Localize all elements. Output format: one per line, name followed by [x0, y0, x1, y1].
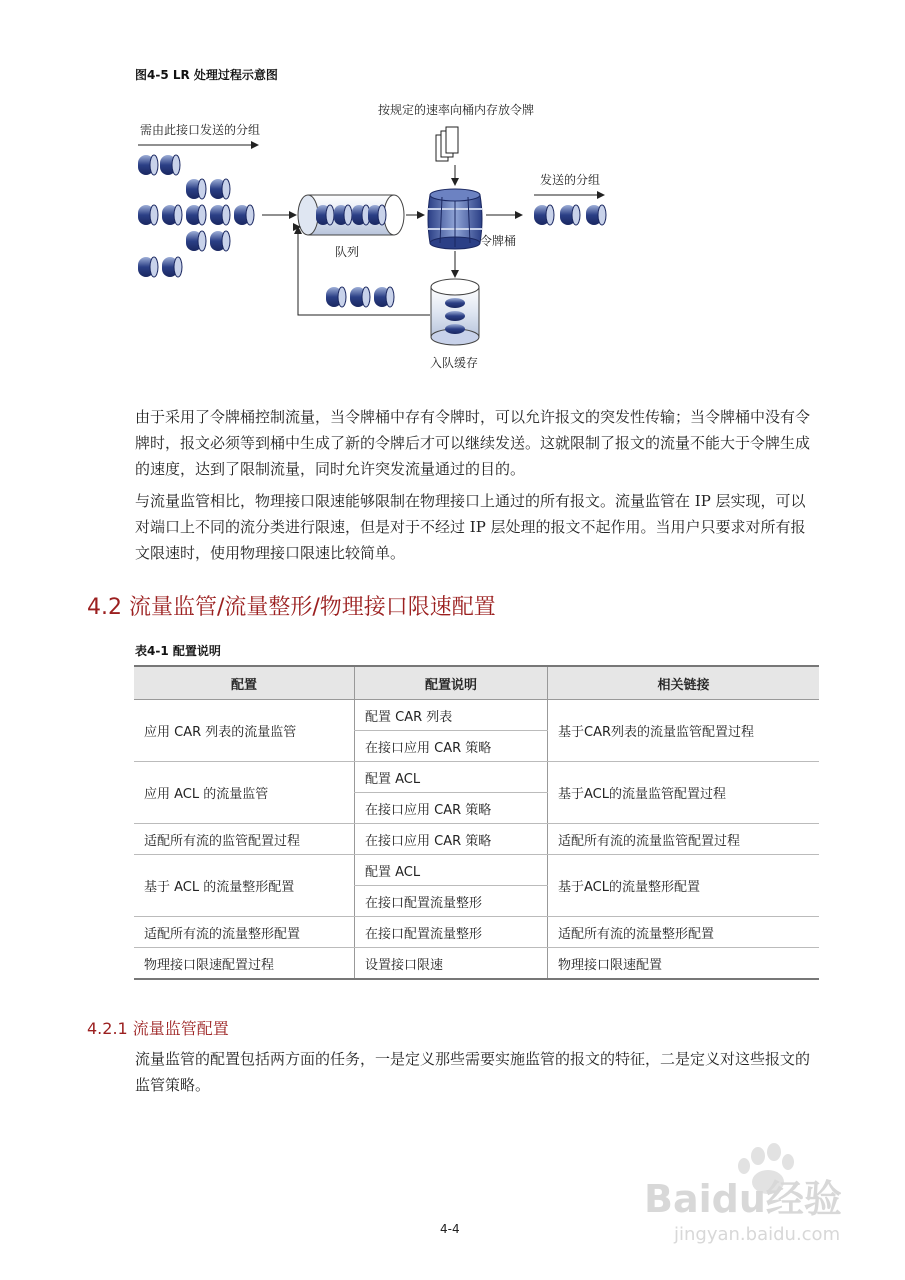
table-row	[134, 917, 819, 948]
desc-cell: 在接口配置流量整形	[355, 886, 548, 917]
token-cards	[436, 127, 458, 161]
watermark-url: jingyan.baidu.com	[674, 1224, 841, 1245]
enqueue-buffer	[431, 279, 479, 345]
link-cell[interactable]: 适配所有流的流量监管配置过程	[548, 824, 820, 855]
queue-tube	[298, 195, 404, 235]
incoming-packets	[138, 155, 254, 277]
watermark-brand: Baidu经验	[644, 1177, 842, 1221]
desc-cell: 在接口应用 CAR 策略	[355, 731, 548, 762]
sent-packets	[534, 205, 606, 225]
col-header-link: 相关链接	[548, 666, 820, 700]
table-row	[134, 700, 819, 731]
table-row	[134, 855, 819, 886]
col-header-config: 配置	[134, 666, 355, 700]
subsection-paragraph: 流量监管的配置包括两方面的任务，一是定义那些需要实施监管的报文的特征，二是定义对这些报文的监管策略。	[135, 1050, 811, 1094]
lr-process-diagram	[130, 95, 630, 385]
config-cell: 应用 CAR 列表的流量监管	[134, 700, 355, 762]
paragraph-token-bucket: 由于采用了令牌桶控制流量，当令牌桶中存有令牌时，可以允许报文的突发性传输；当令牌桶中没有令牌时，报文必须等到桶中生成了新的令牌后才可以继续发送。这就限制了报文的流量不能大于令牌生成的速度，达到了限制流量，同时允许突发流量通过的目的。	[135, 408, 811, 478]
queue-label: 队列	[335, 245, 360, 259]
incoming-label: 需由此接口发送的分组	[140, 123, 261, 137]
table-row	[134, 824, 819, 855]
subsection-title: 4.2.1 流量监管配置	[87, 1019, 229, 1038]
table-row	[134, 948, 819, 980]
figure-caption: 图4-5 LR 处理过程示意图	[135, 68, 278, 82]
desc-cell: 在接口应用 CAR 策略	[355, 793, 548, 824]
sent-label: 发送的分组	[540, 173, 601, 187]
buffer-label: 入队缓存	[430, 356, 479, 370]
desc-cell: 设置接口限速	[355, 948, 548, 980]
config-cell: 适配所有流的流量整形配置	[134, 917, 355, 948]
page-number: 4-4	[440, 1222, 460, 1236]
col-header-desc: 配置说明	[355, 666, 548, 700]
desc-cell: 配置 CAR 列表	[355, 700, 548, 731]
config-cell: 基于 ACL 的流量整形配置	[134, 855, 355, 917]
config-cell: 应用 ACL 的流量监管	[134, 762, 355, 824]
paragraph-interface-rate: 与流量监管相比，物理接口限速能够限制在物理接口上通过的所有报文。流量监管在 IP 层实现，可以对端口上不同的流分类进行限速，但是对于不经过 IP 层处理的报文不起作用。当用户只要求对所有报文限速时，使用物理接口限速比较简单。	[135, 492, 806, 562]
link-cell[interactable]: 适配所有流的流量整形配置	[548, 917, 820, 948]
link-cell[interactable]: 基于CAR列表的流量监管配置过程	[548, 700, 820, 762]
link-cell[interactable]: 物理接口限速配置	[548, 948, 820, 980]
feedback-packets	[326, 287, 394, 307]
section-title: 4.2 流量监管/流量整形/物理接口限速配置	[87, 595, 496, 620]
desc-cell: 配置 ACL	[355, 762, 548, 793]
config-cell: 物理接口限速配置过程	[134, 948, 355, 980]
desc-cell: 在接口应用 CAR 策略	[355, 824, 548, 855]
desc-cell: 配置 ACL	[355, 855, 548, 886]
baidu-watermark	[640, 1140, 880, 1250]
desc-cell: 在接口配置流量整形	[355, 917, 548, 948]
token-bucket	[428, 189, 482, 249]
table-caption: 表4-1 配置说明	[135, 644, 221, 658]
link-cell[interactable]: 基于ACL的流量监管配置过程	[548, 762, 820, 824]
token-rate-label: 按规定的速率向桶内存放令牌	[378, 103, 535, 117]
bucket-label: 令牌桶	[480, 234, 517, 248]
config-cell: 适配所有流的监管配置过程	[134, 824, 355, 855]
table-row	[134, 762, 819, 793]
config-table	[134, 665, 819, 980]
link-cell[interactable]: 基于ACL的流量整形配置	[548, 855, 820, 917]
